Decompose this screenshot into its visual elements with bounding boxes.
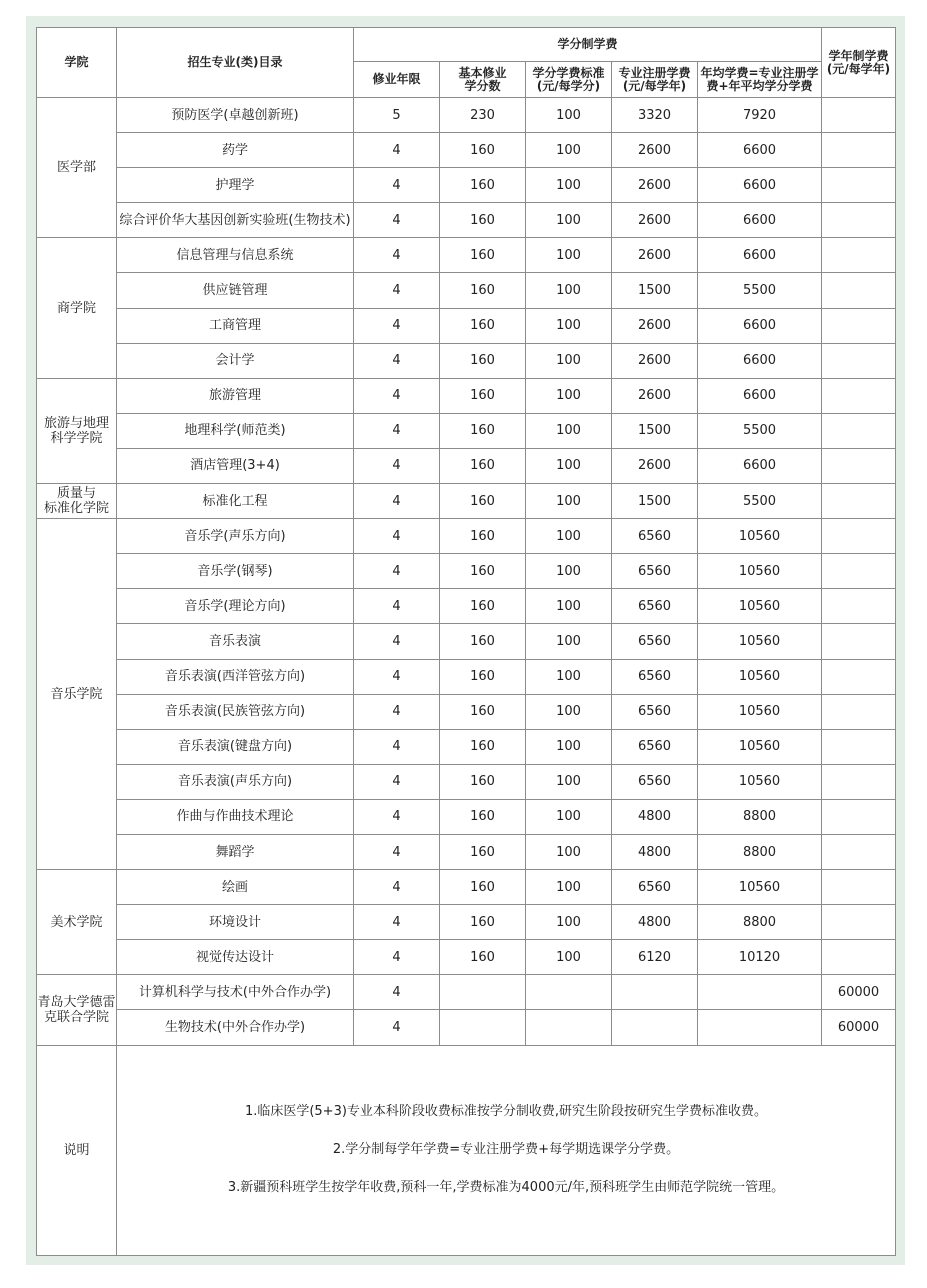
college-cell: 质量与 标准化学院 [37,484,117,519]
annual-fee-cell: 6600 [698,378,822,413]
annual-fee-cell: 8800 [698,905,822,940]
major-cell: 供应链管理 [117,273,354,308]
reg-fee-cell [612,975,698,1010]
major-cell: 视觉传达设计 [117,940,354,975]
years-cell: 4 [354,378,440,413]
major-cell: 工商管理 [117,308,354,343]
table-row [37,484,896,519]
yearly-fee-cell [822,834,896,869]
yearly-fee-cell [822,98,896,133]
table-row [37,519,896,554]
notes-row [37,1045,896,1255]
credit-fee-cell: 100 [526,694,612,729]
credit-fee-cell: 100 [526,308,612,343]
header-years: 修业年限 [354,62,440,98]
years-cell: 4 [354,519,440,554]
header-college: 学院 [37,28,117,98]
credit-fee-cell: 100 [526,659,612,694]
yearly-fee-cell [822,133,896,168]
table-row [37,870,896,905]
major-cell: 音乐表演(键盘方向) [117,729,354,764]
credits-cell: 160 [440,273,526,308]
years-cell: 4 [354,870,440,905]
credits-cell: 230 [440,98,526,133]
table-row [37,308,896,343]
table-row [37,273,896,308]
years-cell: 4 [354,940,440,975]
reg-fee-cell: 2600 [612,133,698,168]
credit-fee-cell: 100 [526,133,612,168]
yearly-fee-cell [822,940,896,975]
annual-fee-cell: 10120 [698,940,822,975]
yearly-fee-cell [822,799,896,834]
yearly-fee-cell [822,343,896,378]
college-cell: 音乐学院 [37,519,117,870]
table-row [37,729,896,764]
yearly-fee-cell [822,378,896,413]
yearly-fee-cell [822,273,896,308]
annual-fee-cell: 10560 [698,659,822,694]
college-cell: 青岛大学德雷 克联合学院 [37,975,117,1045]
years-cell: 4 [354,694,440,729]
reg-fee-cell: 3320 [612,98,698,133]
annual-fee-cell: 8800 [698,799,822,834]
annual-fee-cell: 6600 [698,448,822,483]
reg-fee-cell: 4800 [612,799,698,834]
years-cell: 4 [354,659,440,694]
reg-fee-cell: 2600 [612,238,698,273]
credits-cell: 160 [440,554,526,589]
yearly-fee-cell [822,484,896,519]
table-row [37,799,896,834]
years-cell: 4 [354,168,440,203]
credits-cell: 160 [440,834,526,869]
reg-fee-cell [612,1010,698,1045]
yearly-fee-cell [822,519,896,554]
years-cell: 4 [354,624,440,659]
credits-cell: 160 [440,168,526,203]
table-row [37,413,896,448]
annual-fee-cell: 8800 [698,834,822,869]
reg-fee-cell: 1500 [612,484,698,519]
annual-fee-cell: 7920 [698,98,822,133]
major-cell: 音乐学(理论方向) [117,589,354,624]
credits-cell: 160 [440,729,526,764]
credits-cell: 160 [440,413,526,448]
annual-fee-cell: 10560 [698,729,822,764]
credit-fee-cell: 100 [526,870,612,905]
yearly-fee-cell [822,308,896,343]
credit-fee-cell: 100 [526,799,612,834]
reg-fee-cell: 6560 [612,624,698,659]
major-cell: 生物技术(中外合作办学) [117,1010,354,1045]
yearly-fee-cell [822,413,896,448]
annual-fee-cell: 10560 [698,589,822,624]
reg-fee-cell: 1500 [612,273,698,308]
reg-fee-cell: 6560 [612,659,698,694]
annual-fee-cell: 6600 [698,133,822,168]
reg-fee-cell: 2600 [612,308,698,343]
years-cell: 4 [354,764,440,799]
credits-cell: 160 [440,238,526,273]
table-row [37,940,896,975]
credits-cell: 160 [440,133,526,168]
table-row [37,589,896,624]
credits-cell [440,1010,526,1045]
annual-fee-cell: 10560 [698,519,822,554]
credit-fee-cell: 100 [526,764,612,799]
years-cell: 4 [354,308,440,343]
major-cell: 综合评价华大基因创新实验班(生物技术) [117,203,354,238]
major-cell: 标准化工程 [117,484,354,519]
credits-cell: 160 [440,659,526,694]
major-cell: 护理学 [117,168,354,203]
years-cell: 4 [354,554,440,589]
years-cell: 4 [354,203,440,238]
yearly-fee-cell [822,624,896,659]
credit-fee-cell: 100 [526,484,612,519]
yearly-fee-cell [822,203,896,238]
major-cell: 音乐学(钢琴) [117,554,354,589]
reg-fee-cell: 2600 [612,203,698,238]
major-cell: 音乐表演(声乐方向) [117,764,354,799]
major-cell: 会计学 [117,343,354,378]
credits-cell: 160 [440,870,526,905]
header-reg-fee: 专业注册学费 (元/每学年) [612,62,698,98]
major-cell: 作曲与作曲技术理论 [117,799,354,834]
yearly-fee-cell [822,905,896,940]
years-cell: 4 [354,589,440,624]
credit-fee-cell: 100 [526,343,612,378]
credits-cell [440,975,526,1010]
major-cell: 旅游管理 [117,378,354,413]
credit-fee-cell [526,1010,612,1045]
reg-fee-cell: 4800 [612,834,698,869]
annual-fee-cell: 10560 [698,554,822,589]
years-cell: 4 [354,729,440,764]
table-row [37,98,896,133]
annual-fee-cell: 6600 [698,343,822,378]
yearly-fee-cell [822,168,896,203]
annual-fee-cell: 6600 [698,203,822,238]
reg-fee-cell: 6560 [612,589,698,624]
yearly-fee-cell [822,764,896,799]
reg-fee-cell: 2600 [612,168,698,203]
notes-label: 说明 [37,1045,117,1255]
header-major: 招生专业(类)目录 [117,28,354,98]
annual-fee-cell: 10560 [698,764,822,799]
credits-cell: 160 [440,940,526,975]
yearly-fee-cell [822,659,896,694]
credits-cell: 160 [440,799,526,834]
years-cell: 4 [354,484,440,519]
credits-cell: 160 [440,308,526,343]
credit-fee-cell: 100 [526,519,612,554]
annual-fee-cell: 5500 [698,413,822,448]
credits-cell: 160 [440,905,526,940]
credit-fee-cell: 100 [526,238,612,273]
table-body [37,98,896,1256]
credits-cell: 160 [440,624,526,659]
credit-fee-cell: 100 [526,203,612,238]
annual-fee-cell [698,975,822,1010]
reg-fee-cell: 6560 [612,870,698,905]
major-cell: 音乐表演 [117,624,354,659]
years-cell: 4 [354,799,440,834]
yearly-fee-cell [822,694,896,729]
reg-fee-cell: 1500 [612,413,698,448]
credits-cell: 160 [440,343,526,378]
college-cell: 商学院 [37,238,117,378]
note-item: 3.新疆预科班学生按学年收费,预科一年,学费标准为4000元/年,预科班学生由师范学院统一管理。 [227,1180,785,1196]
table-row [37,624,896,659]
note-item: 2.学分制每学年学费=专业注册学费+每学期选课学分学费。 [332,1142,680,1158]
reg-fee-cell: 6560 [612,729,698,764]
credit-fee-cell: 100 [526,413,612,448]
major-cell: 舞蹈学 [117,834,354,869]
table-row [37,975,896,1010]
annual-fee-cell: 6600 [698,168,822,203]
annual-fee-cell: 10560 [698,870,822,905]
years-cell: 4 [354,413,440,448]
credit-fee-cell: 100 [526,98,612,133]
credits-cell: 160 [440,448,526,483]
major-cell: 环境设计 [117,905,354,940]
years-cell: 4 [354,834,440,869]
table-row [37,133,896,168]
years-cell: 4 [354,343,440,378]
major-cell: 绘画 [117,870,354,905]
table-row [37,1010,896,1045]
major-cell: 音乐表演(民族管弦方向) [117,694,354,729]
years-cell: 4 [354,1010,440,1045]
credit-fee-cell: 100 [526,273,612,308]
yearly-fee-cell: 60000 [822,975,896,1010]
yearly-fee-cell [822,589,896,624]
yearly-fee-cell [822,554,896,589]
reg-fee-cell: 2600 [612,448,698,483]
reg-fee-cell: 6560 [612,554,698,589]
table-row [37,659,896,694]
annual-fee-cell [698,1010,822,1045]
years-cell: 4 [354,905,440,940]
credits-cell: 160 [440,694,526,729]
yearly-fee-cell: 60000 [822,1010,896,1045]
notes-content [117,1045,896,1255]
yearly-fee-cell [822,238,896,273]
note-item: 1.临床医学(5+3)专业本科阶段收费标准按学分制收费,研究生阶段按研究生学费标准收费。 [244,1104,768,1120]
table-row [37,554,896,589]
table-row [37,343,896,378]
years-cell: 4 [354,975,440,1010]
college-cell: 医学部 [37,98,117,238]
years-cell: 5 [354,98,440,133]
credits-cell: 160 [440,764,526,799]
table-row [37,764,896,799]
years-cell: 4 [354,273,440,308]
yearly-fee-cell [822,729,896,764]
reg-fee-cell: 6120 [612,940,698,975]
annual-fee-cell: 5500 [698,484,822,519]
credit-fee-cell: 100 [526,940,612,975]
table-row [37,168,896,203]
table-row [37,203,896,238]
yearly-fee-cell [822,870,896,905]
header-basic-credits: 基本修业 学分数 [440,62,526,98]
credit-fee-cell [526,975,612,1010]
major-cell: 地理科学(师范类) [117,413,354,448]
years-cell: 4 [354,238,440,273]
table-row [37,238,896,273]
header-credit-group: 学分制学费 [354,28,822,62]
table-row [37,905,896,940]
table-row [37,694,896,729]
reg-fee-cell: 2600 [612,378,698,413]
credit-fee-cell: 100 [526,448,612,483]
major-cell: 信息管理与信息系统 [117,238,354,273]
credits-cell: 160 [440,519,526,554]
credit-fee-cell: 100 [526,589,612,624]
yearly-fee-cell [822,448,896,483]
credits-cell: 160 [440,484,526,519]
credits-cell: 160 [440,378,526,413]
major-cell: 音乐表演(西洋管弦方向) [117,659,354,694]
credit-fee-cell: 100 [526,905,612,940]
table-row [37,834,896,869]
credits-cell: 160 [440,589,526,624]
annual-fee-cell: 5500 [698,273,822,308]
years-cell: 4 [354,133,440,168]
major-cell: 酒店管理(3+4) [117,448,354,483]
header-yearly-fee: 学年制学费 (元/每学年) [822,28,896,98]
credit-fee-cell: 100 [526,378,612,413]
table-row [37,378,896,413]
major-cell: 音乐学(声乐方向) [117,519,354,554]
annual-fee-cell: 10560 [698,694,822,729]
reg-fee-cell: 6560 [612,694,698,729]
credits-cell: 160 [440,203,526,238]
reg-fee-cell: 4800 [612,905,698,940]
header-annual-fee: 年均学费=专业注册学 费+年平均学分学费 [698,62,822,98]
credit-fee-cell: 100 [526,554,612,589]
college-cell: 美术学院 [37,870,117,975]
major-cell: 计算机科学与技术(中外合作办学) [117,975,354,1010]
reg-fee-cell: 6560 [612,519,698,554]
major-cell: 预防医学(卓越创新班) [117,98,354,133]
annual-fee-cell: 6600 [698,308,822,343]
annual-fee-cell: 10560 [698,624,822,659]
credit-fee-cell: 100 [526,834,612,869]
credit-fee-cell: 100 [526,168,612,203]
years-cell: 4 [354,448,440,483]
reg-fee-cell: 2600 [612,343,698,378]
credit-fee-cell: 100 [526,729,612,764]
header-credit-fee: 学分学费标准 (元/每学分) [526,62,612,98]
annual-fee-cell: 6600 [698,238,822,273]
major-cell: 药学 [117,133,354,168]
reg-fee-cell: 6560 [612,764,698,799]
credit-fee-cell: 100 [526,624,612,659]
college-cell: 旅游与地理 科学学院 [37,378,117,483]
table-row [37,448,896,483]
tuition-table [36,27,896,1256]
